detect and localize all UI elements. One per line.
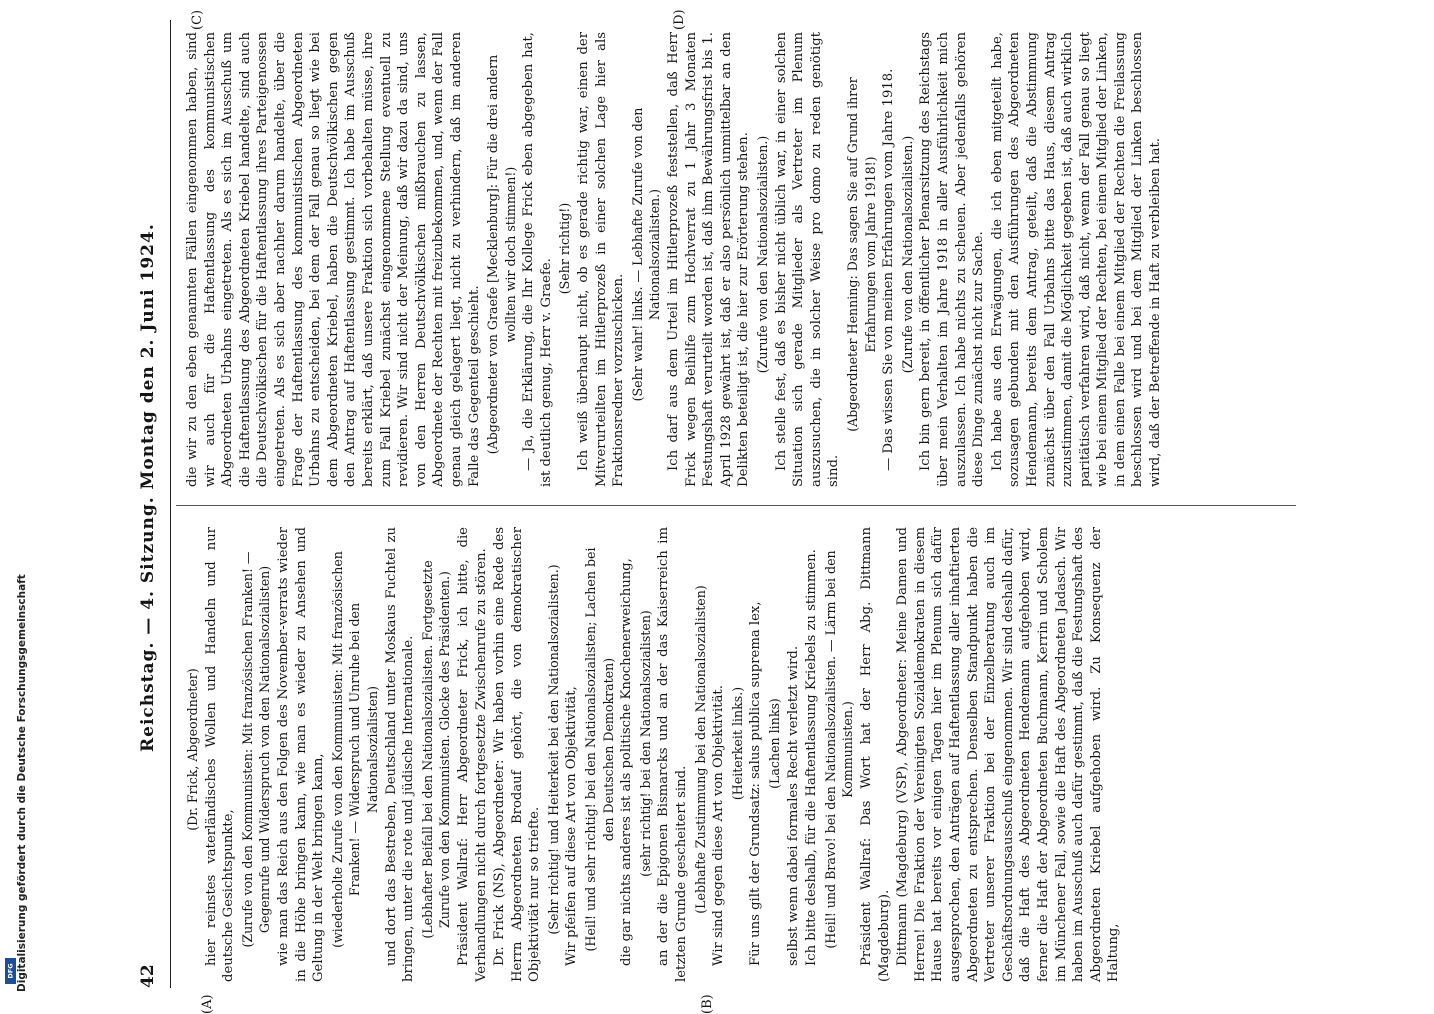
margin-marker-a: (A) bbox=[200, 994, 215, 1014]
column-divider bbox=[176, 505, 1296, 506]
dfg-logo-icon: DFG bbox=[5, 958, 16, 984]
page-header bbox=[136, 20, 171, 988]
interjection: (Sehr wahr! links. — Lebhafte Zurufe von den Nationalsozialisten.) bbox=[629, 107, 663, 402]
paragraph: und dort das Bestreben, Deutschland unter Moskaus Fuchtel zu bringen, unter die rote und jüdische Internationale. bbox=[383, 527, 417, 982]
interjection: (Heil! und sehr richtig! bei den Nationalsozialisten; Lachen bei den Deutschen Demokraten) bbox=[583, 547, 616, 952]
speaker-paragraph: Präsident Wallraf: Herr Abgeordneter Frick, ich bitte, die Verhandlungen nicht durch fortgesetzte Zwischenrufe zu stören. bbox=[455, 527, 489, 982]
paragraph: — Das wissen Sie von meinen Erfahrungen vom Jahre 1918. bbox=[881, 68, 897, 471]
watermark-text: Digitalisierung gefördert durch die Deutsche Forschungsgemeinschaft bbox=[16, 574, 28, 992]
interjection: (Lebhafter Beifall bei den Nationalsozialisten. Fortgesetzte Zurufe von den Kommunisten. Glocke des Präsidenten.) bbox=[419, 560, 453, 939]
paragraph: Ich bin gern bereit, in öffentlicher Plenarsitzung des Reichstags über mein Verhalten im Jahre 1918 in aller Ausführlichkeit mich auszulassen. Ich habe nichts zu scheuen. Aber jedenfalls gehören diese Dinge zunächst nicht zur Sache. bbox=[918, 32, 987, 487]
paragraph: Ich bitte deshalb, für die Haftentlassung Kriebels zu stimmen. bbox=[804, 549, 820, 966]
paragraph: Ich darf aus dem Urteil im Hitlerprozeß feststellen, daß Herr Frick wegen Beihilfe zum Hochverrat zu 1 Jahr 3 Monaten Festungshaft verurteilt worden ist, daß ihm Bewährungsfrist bis 1. April 1928 gewährt ist, daß er also persönlich unmittelbar an den Delikten beteiligt ist, die hier zur Erörterung stehen. bbox=[666, 32, 752, 487]
interjection: (Zurufe von den Kommunisten: Mit französischen Franken! — Gegenrufe und Widerspruch von den Nationalsozialisten) bbox=[239, 551, 273, 948]
paragraph: an der die Epigonen Bismarcks und an der das Kaiserreich im letzten Grunde gescheitert sind. bbox=[656, 527, 690, 982]
paragraph: die gar nichts anderes ist als politische Knochenerweichung, bbox=[619, 558, 635, 966]
margin-marker-c: (C) bbox=[190, 9, 205, 30]
paragraph: die wir zu den eben genannten Fällen eingenommen haben, sind wir auch für die Haftentlassung des kommunistischen Abgeordneten Urbahns eingetreten. Als es sich im Ausschuß um die Haftentlassung des Abgeordneten Kriebel handelte, sind auch die Deutschvölkischen für die Haftentlassung ihres Parteigenossen eingetreten. Als es sich aber nachher darum handelte, über die Frage der Haftentlassung des kommunistischen Abgeordneten Urbahns zu entscheiden, bei dem der Fall genau so liegt wie bei dem Abgeordneten Kriebel, haben die Deutschvölkischen gegen den Antrag auf Haftentlassung gestimmt. Ich habe im Ausschuß bereits erklärt, daß unsere Fraktion sich vorbehalten müsse, ihre zum Fall Kriebel zunächst eingenommene Stellung eventuell zu revidieren. Wir sind nicht der Meinung, daß wir dazu da sind, uns von den Herren Deutschvölkischen mißbrauchen zu lassen, Abgeordnete der Rechten mit freizubekommen, und, wenn der Fall genau gleich gelagert liegt, nicht zu verhindern, daß im anderen Falle das Gegenteil geschieht. bbox=[185, 32, 482, 487]
paragraph: Ich habe aus den Erwägungen, die ich eben mitgeteilt habe, sozusagen gebunden mit den Ausführungen des Abgeordneten Hendemann, bereits dem Antrag, geteilt, daß die Abstimmung zunächst über den Fall Urbahns bitte das Haus, diesem Antrag zuzustimmen, damit die Möglichkeit gegeben ist, daß auch wirklich paritätisch verfahren wird, daß nicht, wenn der Fall genau so liegt wie bei einem Mitglied der Rechten, bei einem Mitglied der Linken, in dem einen Falle bei einem Mitglied der Rechten die Freilassung beschlossen wird und bei dem Mitglied der Linken beschlossen wird, daß der Betreffende in Haft zu verbleiben hat. bbox=[989, 32, 1164, 487]
paragraph: Ich stelle fest, daß es bisher nicht üblich war, in einer solchen Situation sich gerade Mitglieder als Vertreter im Plenum auszusuchen, die in solcher Weise pro domo zu reden genötigt sind. bbox=[773, 32, 842, 487]
paragraph: Wir pfeifen auf diese Art von Objektivität, bbox=[564, 686, 580, 966]
margin-marker-d: (D) bbox=[672, 9, 687, 30]
page-number: 42 bbox=[138, 964, 158, 988]
interjection: (sehr richtig! bei den Nationalsozialisten) bbox=[637, 610, 653, 877]
speaker-paragraph: Dittmann (Magdeburg) (VSP), Abgeordneter: Meine Damen und Herren! Die Fraktion der Vereinigten Sozialdemokraten in diesem Hause hat bereits vor einigen Tagen hier im Plenum sich dafür ausgesprochen, den Anträgen auf Haftentlassung aller inhaftierten Abgeordneten zu entsprechen. Denselben Standpunkt haben die Vertreter unserer Fraktion bei der Einzelberatung auch im Geschäftsordnungsausschuß eingenommen. Wir sind deshalb dafür, daß die Haft des Abgeordneten Hendemann aufgehoben wird, ferner die Haft der Abgeordneten Buchmann, Kerrin und Scholem im Münchener Fall, sowie die Haft des Abgeordneten Jadasch. Wir haben im Ausschuß auch dafür gestimmt, daß die Festungshaft des Abgeordneten Kriebel aufgehoben wird. Zu Konsequenz der Haltung, bbox=[895, 527, 1122, 982]
interjection: (Abgeordneter von Graefe [Mecklenburg]: Für die drei andern wollten wir doch stimmen!) bbox=[485, 54, 518, 455]
paragraph: Für uns gilt der Grundsatz: salus publica suprema lex, bbox=[748, 601, 764, 966]
interjection: (Heil! und Bravo! bei den Nationalsozialisten. — Lärm bei den Kommunisten.) bbox=[822, 550, 856, 949]
right-column bbox=[184, 32, 1166, 487]
left-column bbox=[184, 527, 1124, 982]
interjection: (Sehr richtig!) bbox=[557, 202, 573, 295]
interjection: (Sehr richtig! und Heiterkeit bei den Nationalsozialisten.) bbox=[545, 564, 561, 935]
paragraph: Wir sind gegen diese Art von Objektivität. bbox=[711, 685, 727, 966]
paragraph: wie man das Reich aus den Folgen des November-verrats wieder in die Höhe bringen kann, wie man es wieder zu Ansehen und Geltung in der Welt bringen kann, bbox=[275, 527, 327, 982]
interjection: (Heiterkeit links.) bbox=[729, 686, 745, 801]
speaker-paragraph: Dr. Frick (NS), Abgeordneter: Wir haben vorhin eine Rede des Herrn Abgeordneten Brodauf gehört, die von demokratischer Objektivität nur so triefte. bbox=[492, 527, 543, 982]
interjection: (Lebhafte Zustimmung bei den Nationalsozialisten) bbox=[692, 585, 708, 914]
interjection: (Zurufe von den Nationalsozialisten.) bbox=[755, 135, 770, 374]
speaker-paragraph: Präsident Wallraf: Das Wort hat der Herr Abg. Dittmann (Magdeburg). bbox=[858, 527, 892, 982]
margin-marker-b: (B) bbox=[700, 994, 715, 1014]
paragraph: (Dr. Frick, Abgeordneter) bbox=[185, 668, 200, 831]
paragraph: selbst wenn dabei formales Recht verletzt wird. bbox=[785, 645, 801, 966]
running-title: Reichstag. — 4. Sitzung. Montag den 2. Juni 1924. bbox=[138, 223, 158, 752]
paragraph: — Ja, die Erklärung, die Ihr Kollege Frick eben abgegeben hat, ist deutlich genug, Herr v. Graefe. bbox=[521, 32, 554, 487]
interjection: (Abgeordneter Henning: Das sagen Sie auf Grund ihrer Erfahrungen vom Jahre 1918!) bbox=[844, 77, 878, 432]
paragraph: Ich weiß überhaupt nicht, ob es gerade richtig war, einen der Mitverurteilten im Hitlerprozeß in einer solchen Lage hier als Fraktionsredner vorzuschicken. bbox=[576, 32, 627, 487]
interjection: (Lachen links) bbox=[767, 698, 782, 789]
dfg-watermark bbox=[2, 0, 28, 1000]
paragraph: hier reinstes vaterländisches Wollen und Handeln und nur deutsche Gesichtspunkte, bbox=[203, 527, 237, 982]
interjection: (Zurufe von den Nationalsozialisten.) bbox=[899, 135, 915, 374]
interjection: (wiederholte Zurufe von den Kommunisten: Mit französischen Franken! — Widerspruch und Unruhe bei den Nationalsozialisten) bbox=[329, 551, 380, 948]
rotated-page bbox=[132, 8, 1342, 1014]
